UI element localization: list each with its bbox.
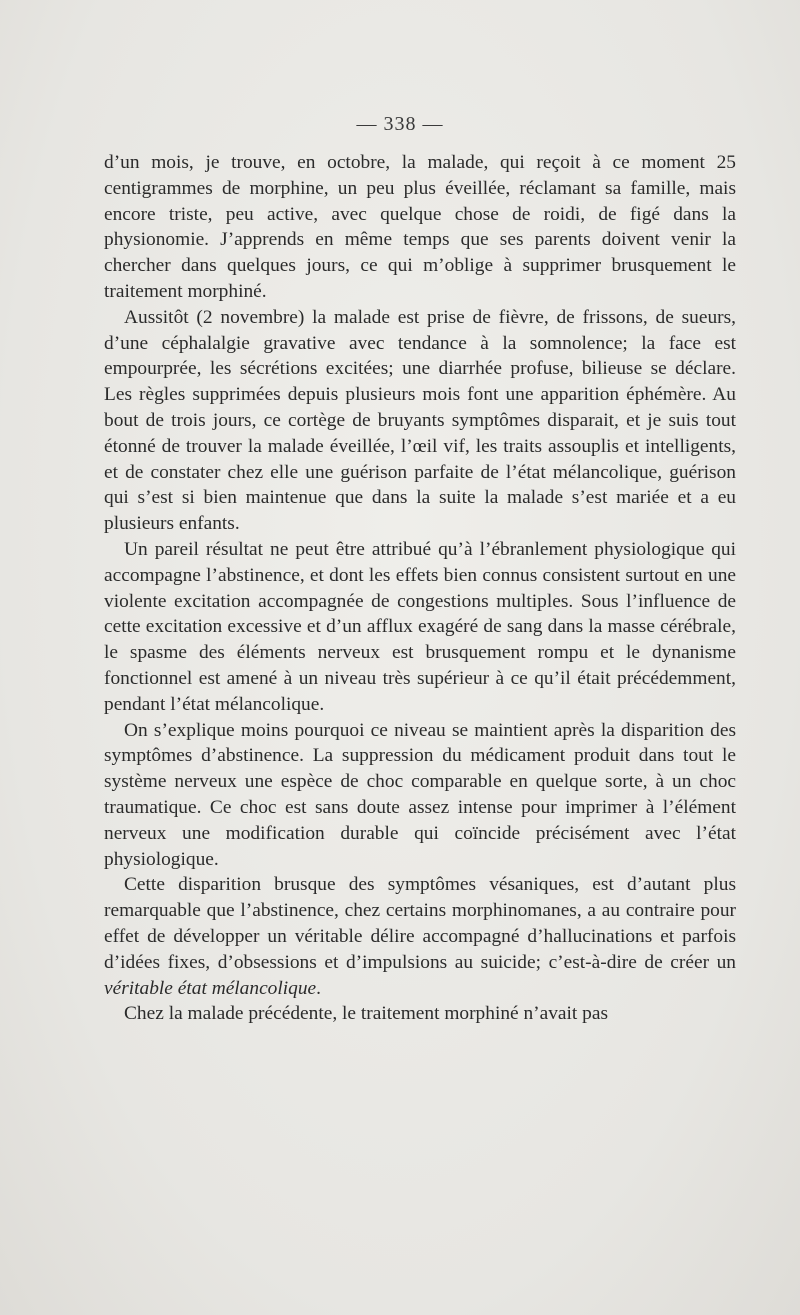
paragraph-1: d’un mois, je trouve, en octobre, la malade, qui reçoit à ce moment 25 centigrammes de morphine, un peu plus éveillée, réclamant sa famille, mais encore triste, peu active, avec quelque chose de roidi, de figé dans la physionomie. J’apprends en même temps que ses parents doivent venir la chercher dans quelques jours, ce qui m’oblige à supprimer brusquement le traitement morphiné. — [104, 152, 736, 302]
paragraph-4: On s’explique moins pourquoi ce niveau se maintient après la disparition des symptômes d’abstinence. La suppression du médicament produit dans tout le système nerveux une espèce de choc comparable en quelque sorte, à un choc traumatique. Ce choc est sans doute assez intense pour imprimer à l’élément nerveux une modification durable qui coïncide précisément avec l’état physiologique. — [104, 719, 736, 870]
body-text — [104, 150, 736, 1027]
paragraph-5-text: Cette disparition brusque des symptômes vésaniques, est d’autant plus remarquable que l’abstinence, chez certains morphinomanes, a au contraire pour effet de développer un véritable délire accompagné d’hallucinations et parfois d’idées fixes, d’obsessions et d’impulsions au suicide; c’est-à-dire de créer un — [104, 874, 736, 973]
italic-phrase: véritable état mélancolique — [104, 977, 317, 999]
paragraph-2: Aussitôt (2 novembre) la malade est prise de fièvre, de frissons, de sueurs, d’une céphalalgie gravative avec tendance à la somnolence; la face est empourprée, les sécrétions excitées; une diarrhée profuse, bilieuse se déclare. Les règles supprimées depuis plusieurs mois font une apparition éphémère. Au bout de trois jours, ce cortège de bruyants symptômes disparait, et je suis tout étonné de trouver la malade éveillée, l’œil vif, les traits assouplis et intelligents, et de constater chez elle une guérison parfaite de l’état mélancolique, guérison qui s’est si bien maintenue que dans la suite la malade s’est mariée et a eu plusieurs enfants. — [104, 306, 736, 535]
paragraph-5 — [104, 872, 736, 1001]
paragraph-3: Un pareil résultat ne peut être attribué qu’à l’ébranlement physiologique qui accompagne l’abstinence, et dont les effets bien connus consistent surtout en une violente excitation accompagnée de congestions multiples. Sous l’influence de cette excitation excessive et d’un afflux exagéré de sang dans la masse cérébrale, le spasme des éléments nerveux est brusquement rompu et le dynanisme fonctionnel est amené à un niveau très supérieur à ce qu’il était précédemment, pendant l’état mélancolique. — [104, 538, 736, 715]
paragraph-6: Chez la malade précédente, le traitement morphiné n’avait pas — [124, 1003, 609, 1025]
paragraph-5-end: . — [316, 977, 322, 999]
page-number: — 338 — — [356, 113, 444, 135]
